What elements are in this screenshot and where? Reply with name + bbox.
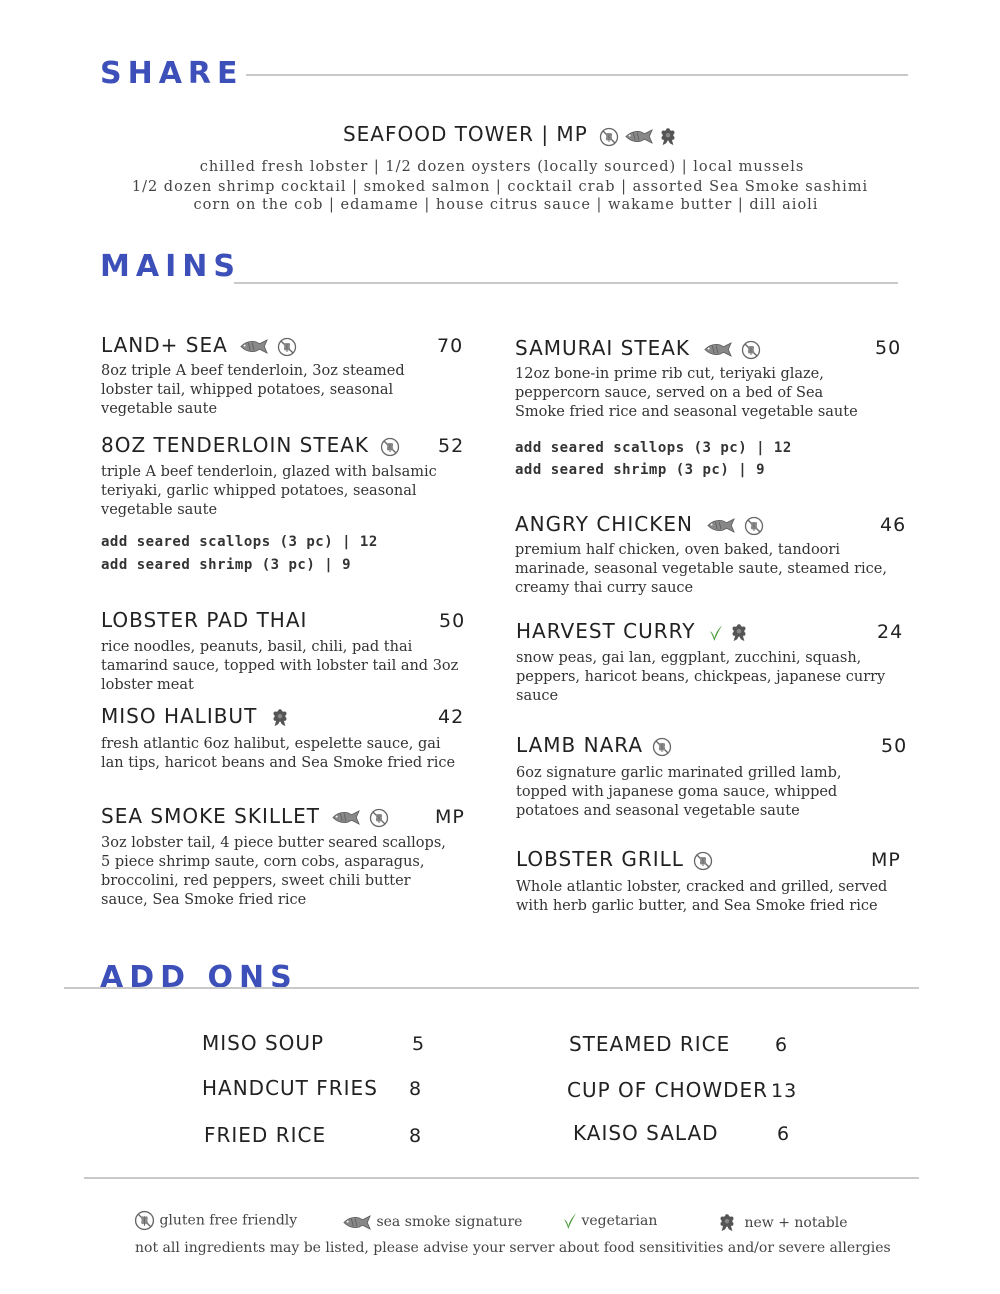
- dish-description: fresh atlantic 6oz halibut, espelette sauce, gai lan tips, haricot beans and Sea Smoke fried rice: [101, 736, 456, 771]
- footer-rule: [84, 1177, 919, 1179]
- dish-price: 24: [877, 621, 904, 643]
- dish-name-text: SEA SMOKE SKILLET: [101, 804, 321, 828]
- dish-lamb-nara-name: [516, 733, 672, 757]
- dish-description: snow peas, gai lan, eggplant, zucchini, squash, peppers, haricot beans, chickpeas, japanese curry sauce: [516, 650, 886, 704]
- dish-price: 50: [875, 337, 902, 359]
- gluten-free-icon: [744, 516, 764, 536]
- dish-name-text: SAMURAI STEAK: [515, 336, 691, 360]
- fish-icon: [331, 810, 361, 825]
- dish-description: triple A beef tenderloin, glazed with balsamic teriyaki, garlic whipped potatoes, seasonal vegetable saute: [101, 464, 437, 518]
- dish-name-text: MISO HALIBUT: [101, 704, 258, 728]
- dish-tenderloin-name: [101, 433, 400, 457]
- gluten-free-icon: [134, 1210, 155, 1231]
- dish-miso-halibut-name: [101, 704, 289, 728]
- addon-item-name: KAISO SALAD: [573, 1121, 719, 1145]
- dish-description: premium half chicken, oven baked, tandoori marinade, seasonal vegetable saute, steamed rice, creamy thai curry sauce: [515, 542, 887, 596]
- dish-price: 70: [437, 335, 464, 357]
- legend-new: [718, 1214, 848, 1232]
- dish-name-text: LOBSTER PAD THAI: [101, 608, 308, 632]
- dish-price: 46: [880, 514, 907, 536]
- dish-price: MP: [871, 849, 901, 871]
- dish-description: 8oz triple A beef tenderloin, 3oz steamed lobster tail, whipped potatoes, seasonal vegetable saute: [101, 363, 405, 417]
- dish-description: Whole atlantic lobster, cracked and grilled, served with herb garlic butter, and Sea Smoke fried rice: [516, 879, 888, 914]
- legend-label: sea smoke signature: [376, 1214, 523, 1230]
- rosette-icon: [718, 1214, 736, 1232]
- addon-scallops: add seared scallops (3 pc) | 12: [515, 440, 792, 456]
- addon-item-price: 6: [775, 1034, 789, 1056]
- dish-name-text: ANGRY CHICKEN: [515, 512, 693, 536]
- addon-item-price: 8: [409, 1125, 423, 1147]
- dish-description: 3oz lobster tail, 4 piece butter seared scallops, 5 piece shrimp saute, corn cobs, asparagus, broccolini, red peppers, sweet chili butter sauce, Sea Smoke fried rice: [101, 835, 446, 908]
- dish-price: 52: [438, 435, 465, 457]
- fish-icon: [624, 129, 654, 144]
- addon-scallops: add seared scallops (3 pc) | 12: [101, 534, 378, 550]
- legend-label: vegetarian: [581, 1213, 658, 1229]
- dish-description: rice noodles, peanuts, basil, chili, pad thai tamarind sauce, topped with lobster tail and 3oz lobster meat: [101, 639, 459, 693]
- addon-item-price: 5: [412, 1033, 426, 1055]
- share-rule: [246, 74, 908, 76]
- share-line-3: corn on the cob | edamame | house citrus sauce | wakame butter | dill aioli: [193, 197, 819, 213]
- gluten-free-icon: [369, 808, 389, 828]
- dish-angry-chicken-name: [515, 512, 764, 536]
- dish-name-text: LAND+ SEA: [101, 333, 228, 357]
- addon-item-name: FRIED RICE: [204, 1123, 327, 1147]
- addon-item-price: 8: [409, 1078, 423, 1100]
- rosette-icon: [659, 128, 677, 146]
- fish-icon: [706, 518, 736, 533]
- mains-rule: [234, 282, 898, 284]
- dish-name-text: 8OZ TENDERLOIN STEAK: [101, 433, 370, 457]
- fish-icon: [703, 342, 733, 357]
- dish-price: MP: [435, 806, 465, 828]
- gluten-free-icon: [741, 340, 761, 360]
- gluten-free-icon: [693, 851, 713, 871]
- legend-signature: [342, 1214, 522, 1230]
- dish-name-text: HARVEST CURRY: [516, 619, 696, 643]
- rosette-icon: [730, 624, 748, 642]
- seafood-tower-title: [0, 122, 1000, 147]
- dish-samurai-steak-name: [515, 336, 761, 360]
- dish-skillet-name: [101, 804, 389, 828]
- fish-icon: [239, 339, 269, 354]
- addons-rule: [64, 987, 919, 989]
- legend-label: gluten free friendly: [159, 1212, 298, 1229]
- section-title-share: SHARE: [100, 56, 244, 91]
- dish-description: 12oz bone-in prime rib cut, teriyaki glaze, peppercorn sauce, served on a bed of Sea Smoke fried rice and seasonal vegetable saute: [515, 366, 858, 420]
- gluten-free-icon: [599, 127, 619, 147]
- gluten-free-icon: [380, 437, 400, 457]
- addon-item-name: HANDCUT FRIES: [202, 1076, 378, 1100]
- gluten-free-icon: [277, 337, 297, 357]
- addon-item-name: MISO SOUP: [202, 1031, 325, 1055]
- dish-lobster-grill-name: [516, 847, 713, 871]
- addon-item-name: STEAMED RICE: [569, 1032, 731, 1056]
- section-title-mains: MAINS: [100, 249, 241, 284]
- addon-shrimp: add seared shrimp (3 pc) | 9: [101, 557, 352, 573]
- leaf-icon: [709, 624, 723, 642]
- rosette-icon: [271, 709, 289, 727]
- dish-name-text: LAMB NARA: [516, 733, 644, 757]
- addon-item-price: 13: [771, 1080, 798, 1102]
- allergy-note: not all ingredients may be listed, please advise your server about food sensitivities and/or severe allergies: [135, 1240, 891, 1256]
- seafood-tower-name: SEAFOOD TOWER | MP: [342, 122, 588, 146]
- share-line-2: 1/2 dozen shrimp cocktail | smoked salmon | cocktail crab | assorted Sea Smoke sashimi: [131, 179, 869, 195]
- dish-land-sea-name: [101, 333, 297, 357]
- fish-icon: [342, 1215, 372, 1230]
- addon-shrimp: add seared shrimp (3 pc) | 9: [515, 462, 766, 478]
- section-title-addons: ADD ONS: [100, 960, 298, 995]
- share-line-1: chilled fresh lobster | 1/2 dozen oysters (locally sourced) | local mussels: [199, 159, 805, 175]
- dish-name-text: LOBSTER GRILL: [516, 847, 684, 871]
- dish-price: 42: [438, 706, 465, 728]
- legend-label: new + notable: [744, 1215, 848, 1231]
- dish-harvest-curry-name: [516, 619, 748, 643]
- dish-price: 50: [439, 610, 466, 632]
- dish-pad-thai-name: [101, 608, 307, 632]
- addon-item-name: CUP OF CHOWDER: [567, 1078, 769, 1102]
- addon-item-price: 6: [777, 1123, 791, 1145]
- legend-gluten-free: [134, 1210, 297, 1231]
- dish-price: 50: [881, 735, 908, 757]
- legend-vegetarian: [563, 1212, 657, 1230]
- dish-description: 6oz signature garlic marinated grilled lamb, topped with japanese goma sauce, whipped potatoes and seasonal vegetable saute: [516, 765, 842, 819]
- gluten-free-icon: [652, 737, 672, 757]
- leaf-icon: [563, 1212, 577, 1230]
